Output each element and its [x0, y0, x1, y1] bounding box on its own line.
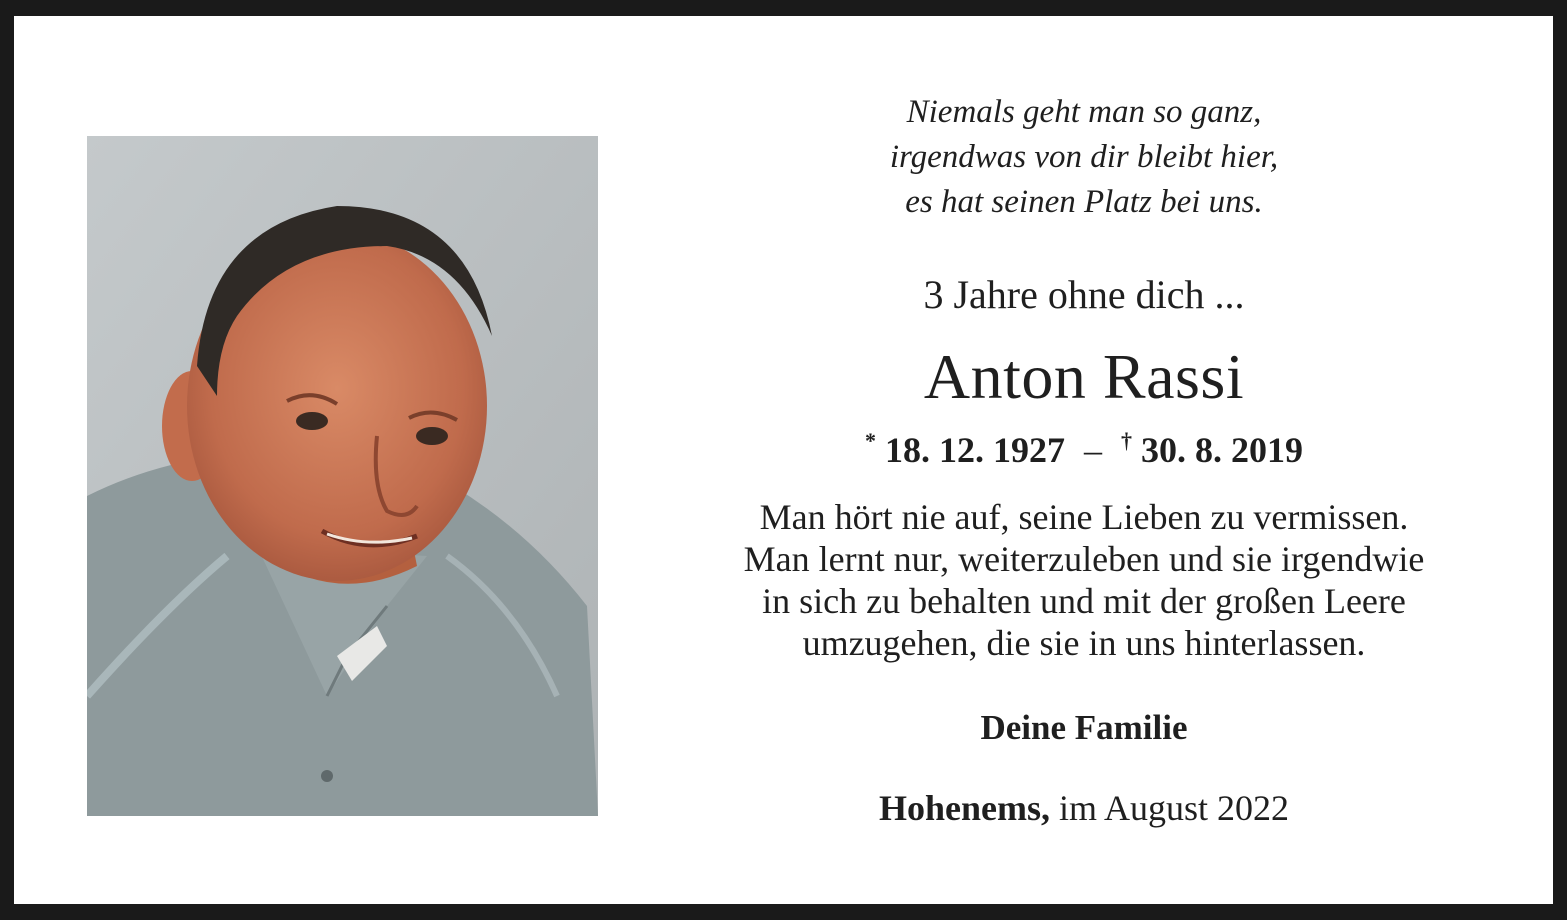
message-line: Man lernt nur, weiterzuleben und sie irgendwie: [743, 539, 1425, 579]
place-date: im August 2022: [1058, 788, 1290, 828]
poem: [644, 90, 1524, 225]
message-line: Man hört nie auf, seine Lieben zu vermissen.: [759, 497, 1409, 537]
poem-line: Niemals geht man so ganz,: [906, 94, 1262, 130]
portrait-illustration: [87, 136, 598, 816]
place-city: Hohenems,: [878, 788, 1050, 828]
birth-symbol: *: [865, 428, 876, 453]
birth-date: 18. 12. 1927: [885, 430, 1065, 470]
poem-line: es hat seinen Platz bei uns.: [905, 184, 1263, 220]
deceased-name: Anton Rassi: [923, 341, 1245, 412]
death-symbol: †: [1121, 428, 1132, 453]
date-separator: –: [1084, 430, 1102, 470]
message-line: umzugehen, die sie in uns hinterlassen.: [802, 623, 1366, 663]
portrait-photo: [87, 136, 598, 816]
signature: Deine Familie: [980, 708, 1188, 747]
intro-line: 3 Jahre ohne dich ...: [923, 272, 1245, 317]
life-dates: [644, 419, 1524, 472]
death-date: 30. 8. 2019: [1141, 430, 1303, 470]
memorial-message: [644, 496, 1524, 664]
place-and-date: [644, 786, 1524, 830]
text-column: [644, 90, 1524, 830]
message-line: in sich zu behalten und mit der großen Leere: [762, 581, 1406, 621]
poem-line: irgendwas von dir bleibt hier,: [889, 139, 1279, 175]
